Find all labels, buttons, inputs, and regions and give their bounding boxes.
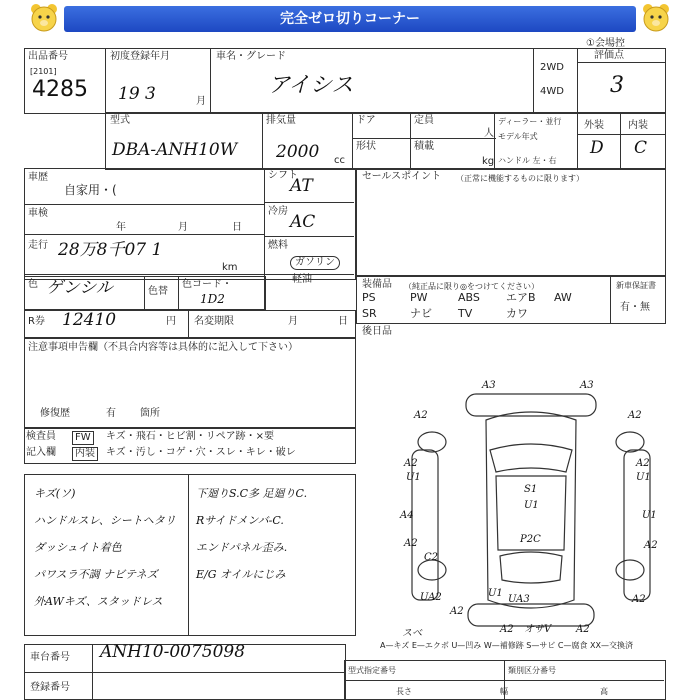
equipment-row1-item: PW bbox=[410, 291, 428, 304]
fuel-gas-option: ガソリン bbox=[290, 256, 340, 270]
bear-mascot-icon bbox=[28, 2, 60, 34]
equipment-row1-item: ABS bbox=[458, 291, 480, 304]
shift-value: AT bbox=[290, 176, 313, 196]
damage-label: UA3 bbox=[508, 594, 530, 605]
damage-label: A2 bbox=[450, 606, 464, 617]
inspection-year-label: 年 bbox=[116, 222, 126, 233]
chassis-label: 車台番号 bbox=[30, 652, 70, 663]
door-label: ドア bbox=[356, 115, 376, 126]
damage-label: U1 bbox=[642, 510, 657, 521]
damage-label: UA2 bbox=[420, 592, 442, 603]
remark-right-item: E/G オイルにじみ bbox=[196, 568, 286, 581]
model-year-label: モデル年式 bbox=[498, 132, 538, 141]
damage-label: C2 bbox=[424, 552, 439, 563]
damage-label: U1 bbox=[524, 500, 539, 511]
history-label: 車歴 bbox=[28, 172, 48, 183]
width-label: 幅 bbox=[500, 687, 508, 696]
damage-label: A2 bbox=[414, 410, 428, 421]
wd2-label: 2WD bbox=[540, 62, 564, 73]
mileage-label: 走行 bbox=[28, 240, 48, 251]
mileage-unit: km bbox=[222, 262, 238, 273]
equipment-row2-item: TV bbox=[458, 307, 473, 320]
damage-label: A4 bbox=[400, 510, 414, 521]
remark-left-item: ダッシュイト着色 bbox=[34, 541, 122, 554]
handle-label: ハンドル 左・右 bbox=[498, 156, 557, 165]
color-label: 色 bbox=[28, 279, 38, 290]
equipment-row1-item: PS bbox=[362, 291, 376, 304]
inspect-row-2: キズ・汚し・コゲ・穴・スレ・キレ・破レ bbox=[106, 447, 296, 458]
venue-copy-label: ①会場控 bbox=[586, 38, 625, 49]
sales-point-note: （正常に機能するものに限ります） bbox=[456, 174, 584, 183]
equipment-row1-item: AW bbox=[554, 291, 572, 304]
entry-label: 記入欄 bbox=[26, 447, 56, 458]
first-reg-value: 19 3 bbox=[118, 84, 156, 104]
damage-label: A2 bbox=[576, 624, 590, 635]
remark-right-item: Rサイドメンバ-C. bbox=[196, 514, 284, 527]
recycle-label: R券 bbox=[28, 316, 45, 327]
inspection-day-label: 日 bbox=[232, 222, 242, 233]
damage-label: A2 bbox=[404, 538, 418, 549]
cc-unit: cc bbox=[334, 155, 345, 166]
recycle-yen: 円 bbox=[166, 316, 176, 327]
repair-have: 有 bbox=[106, 408, 116, 419]
equipment-row2-item: ナビ bbox=[410, 307, 432, 320]
damage-label: A2 bbox=[500, 624, 514, 635]
dealer-label: ディーラー・並行 bbox=[498, 117, 562, 126]
damage-label: U1 bbox=[636, 472, 651, 483]
recycle-value: 12410 bbox=[62, 310, 117, 330]
reg-limit-month: 月 bbox=[288, 316, 298, 327]
bear-mascot-icon bbox=[640, 2, 672, 34]
damage-label: A2 bbox=[628, 410, 642, 421]
equipment-label: 装備品 bbox=[362, 279, 392, 290]
color-value: ゲンシル bbox=[46, 278, 113, 298]
model-label: 型式 bbox=[110, 115, 130, 126]
lot-label: 出品番号 bbox=[28, 51, 68, 62]
ac-label: 冷房 bbox=[268, 206, 288, 217]
damage-diagram bbox=[396, 380, 666, 640]
lot-code: [2101] bbox=[30, 67, 57, 76]
damage-label: A2 bbox=[632, 594, 646, 605]
color-code-value: 1D2 bbox=[200, 292, 225, 306]
back-seat-label: 後日品 bbox=[362, 326, 392, 337]
equipment-note: （純正品に限り◎をつけてください） bbox=[404, 282, 539, 291]
damage-legend: A—キズ E—エクボ U—凹み W—補修跡 S—サビ C—腐食 XX—交換済 bbox=[380, 641, 634, 650]
inspector-label: 検査員 bbox=[26, 431, 56, 442]
reg-number-label: 登録番号 bbox=[30, 682, 70, 693]
damage-label: U1 bbox=[406, 472, 421, 483]
model-value: DBA-ANH10W bbox=[112, 140, 238, 160]
displacement-value: 2000 bbox=[276, 142, 320, 162]
damage-labels bbox=[396, 380, 666, 640]
fuel-label: 燃料 bbox=[268, 240, 288, 251]
warranty-value: 有・無 bbox=[620, 302, 650, 313]
repair-history-label: 修復歴 bbox=[40, 408, 70, 419]
reg-limit-label: 名変期限 bbox=[194, 316, 234, 327]
remark-left-item: 外AWキズ、スタッドレス bbox=[34, 595, 163, 608]
shape-label: 形状 bbox=[356, 141, 376, 152]
displacement-label: 排気量 bbox=[266, 115, 296, 126]
remark-left-item: パワスラ不調 ナビテネズ bbox=[34, 568, 158, 581]
first-reg-month-label: 月 bbox=[196, 96, 206, 107]
history-value: 自家用・( bbox=[64, 183, 117, 197]
interior-inspect-label: 内装 bbox=[72, 447, 98, 461]
exterior-value: D bbox=[590, 138, 604, 158]
inspection-label: 車検 bbox=[28, 208, 48, 219]
car-name-label: 車名・グレード bbox=[216, 51, 286, 62]
height-label: 高 bbox=[600, 687, 608, 696]
color-code-label: 色コード・ bbox=[182, 279, 232, 290]
length-label: 長さ bbox=[396, 687, 412, 696]
fuel-diesel-option: 軽油 bbox=[292, 274, 312, 285]
chassis-value: ANH10-0075098 bbox=[100, 642, 246, 662]
damage-label: A2 bbox=[404, 458, 418, 469]
damage-label: オサV bbox=[524, 624, 552, 635]
grade-value: 3 bbox=[610, 73, 624, 98]
car-name-value: アイシス bbox=[268, 73, 354, 98]
load-label: 積載 bbox=[414, 141, 434, 152]
damage-label: S1 bbox=[524, 484, 538, 495]
first-reg-label: 初度登録年月 bbox=[110, 51, 170, 62]
capacity-label: 定員 bbox=[414, 115, 434, 126]
inspection-month-label: 月 bbox=[178, 222, 188, 233]
class-number-label: 類別区分番号 bbox=[508, 666, 556, 675]
remark-left-item: キズ(ソ) bbox=[34, 487, 76, 500]
notes-title: 注意事項申告欄（不具合内容等は具体的に記入して下さい） bbox=[28, 342, 298, 353]
remark-right-item: エンドパネル歪み. bbox=[196, 541, 288, 554]
exterior-label: 外装 bbox=[584, 120, 604, 131]
ac-value: AC bbox=[290, 212, 316, 232]
type-cert-label: 型式指定番号 bbox=[348, 666, 396, 675]
interior-value: C bbox=[634, 138, 648, 158]
repair-place-label: 箇所 bbox=[140, 408, 160, 419]
reg-limit-day: 日 bbox=[338, 316, 348, 327]
grade-label: 評価点 bbox=[594, 50, 624, 61]
damage-label: A2 bbox=[636, 458, 650, 469]
banner-title: 完全ゼロ切りコーナー bbox=[64, 6, 636, 32]
interior-label: 内装 bbox=[628, 120, 648, 131]
load-unit: kg bbox=[482, 156, 495, 167]
wd4-label: 4WD bbox=[540, 86, 564, 97]
damage-label: A3 bbox=[482, 380, 496, 391]
color-change-label: 色替 bbox=[148, 286, 168, 297]
fw-label: FW bbox=[72, 431, 94, 445]
damage-label: P2C bbox=[520, 534, 541, 545]
sales-point-label: セールスポイント bbox=[362, 171, 442, 182]
capacity-unit: 人 bbox=[484, 128, 494, 139]
banner bbox=[0, 0, 700, 38]
lot-number: 4285 bbox=[32, 77, 88, 102]
damage-label: A2 bbox=[644, 540, 658, 551]
equipment-row1-item: エアB bbox=[506, 291, 536, 304]
warranty-label: 新車保証書 bbox=[616, 281, 656, 290]
remark-left-item: ハンドルスレ、シートヘタリ bbox=[34, 514, 176, 527]
damage-label: A3 bbox=[580, 380, 594, 391]
inspect-row-1: キズ・飛石・ヒビ割・リペア跡・×要 bbox=[106, 431, 274, 442]
remark-right-item: 下廻りS.C多 足廻りC. bbox=[196, 487, 308, 500]
damage-label: U1 bbox=[488, 588, 503, 599]
shift-label: シフト bbox=[268, 170, 298, 181]
damage-label: スベ bbox=[402, 628, 422, 639]
equipment-row2-item: カワ bbox=[506, 307, 528, 320]
mileage-value: 28万8千07 1 bbox=[58, 240, 163, 260]
equipment-row2-item: SR bbox=[362, 307, 377, 320]
